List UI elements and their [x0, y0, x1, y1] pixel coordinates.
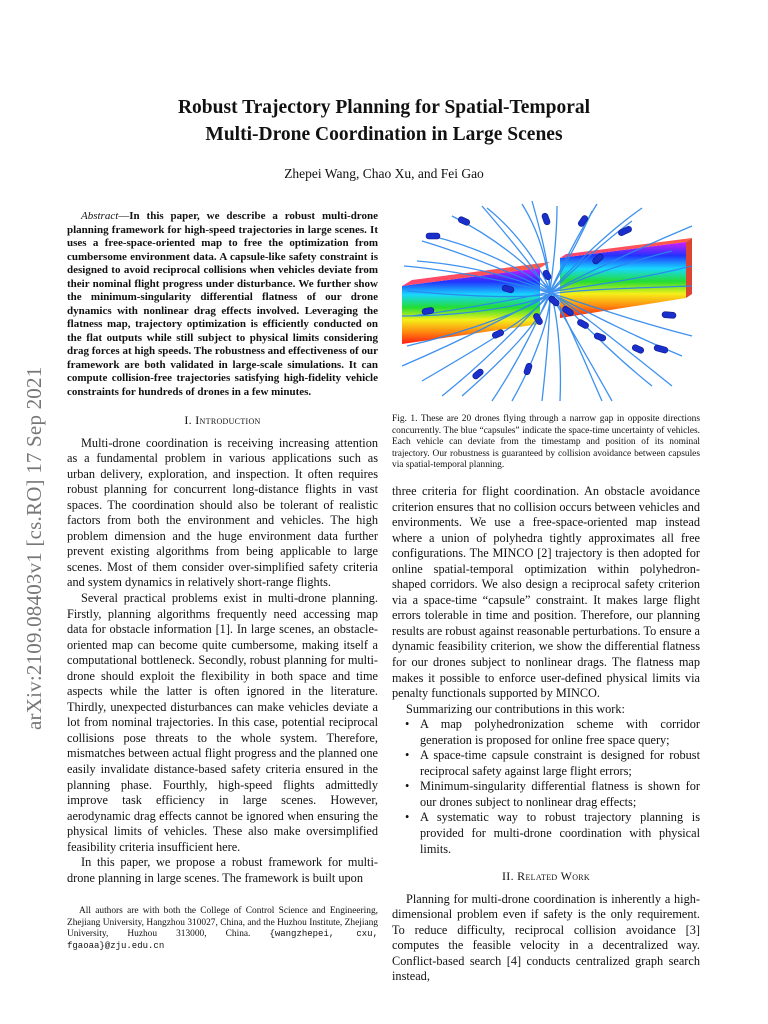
contribution-item: • A map polyhedronization scheme with corridor generation is proposed for online free space query; — [420, 717, 700, 748]
footnote-emails: {wangzhepei, cxu, fgaoaa}@zju.edu.cn — [67, 929, 378, 951]
abstract: Abstract—In this paper, we describe a robust multi-drone planning framework for high-speed trajectories in large scenes. It uses a free-space-oriented map to free the optimization from cumbersome environment data. A capsule-like safety constraint is designed to avoid reciprocal collisions when vehicles deviate from their nominal flight progress under disturbance. We further show the minimum-singularity differential flatness of our drone dynamics with nonlinear drag effects involved. Leveraging the flatness map, trajectory optimization is efficiently conducted on the flat outputs while still subject to physical limits considering drag forces at high speeds. The robustness and effectiveness of our framework are both validated in large-scale simulations. It can compute collision-free trajectories satisfying high-fidelity vehicle constraints for hundreds of drones in a few minutes. — [67, 210, 378, 398]
figure-caption: Fig. 1. These are 20 drones flying through a narrow gap in opposite directions concurrently. The blue “capsules” indicate the space-time uncertainty of vehicles. Each vehicle can deviate from the timestamp and position of its nominal trajectory. Our robustness is guaranteed by collision avoidance between capsules via spatial-temporal planning. — [392, 414, 700, 471]
footnote-text: All authors are with both the College of Control Science and Engineering, Zhejiang University, Hangzhou 310027, China, and the Huzhou Institute, Zhejiang University, Huzhou 313000, China. — [67, 906, 378, 940]
contribution-item: • A space-time capsule constraint is designed for robust reciprocal safety against large flight errors; — [420, 748, 700, 779]
abstract-label: Abstract — [81, 210, 119, 222]
drone-trajectory-illustration — [392, 196, 700, 406]
title-line-1: Robust Trajectory Planning for Spatial-Temporal — [177, 97, 591, 118]
left-column — [67, 210, 378, 886]
contribution-list — [392, 717, 700, 857]
arxiv-stamp: arXiv:2109.08403v1 [cs.RO] 17 Sep 2021 — [22, 366, 46, 730]
right-paragraph-2: Summarizing our contributions in this work: — [406, 701, 625, 716]
related-work-paragraph: Planning for multi-drone coordination is inherently a high-dimensional problem even if safety is the only requirement. To reduce difficulty, reciprocal collision avoidance [3] computes the feasible velocity in a decentralized way. Conflict-based search [4] conducts centralized graph search instead, — [392, 891, 700, 984]
intro-paragraph-2: Several practical problems exist in multi-drone planning. Firstly, planning algorithms frequently need accessing map data for obstacle information [1]. In large scenes, an obstacle-oriented map can become quite cumbersome, making itself a computational bottleneck. Secondly, robust planning for multi-drone should exploit the flexibility in both space and time aspects while the latter is often ignored in the literature. Thirdly, unexpected disturbances can make vehicles deviate a lot from nominal trajectories. In this case, potential reciprocal collisions pose threats to the whole system. Therefore, mismatches between actual flight progress and the planned one easily invalidate distance-based safety criteria ensured in the planning phase. Fourthly, high-speed flights admittedly improve task efficiency in large scenes. However, aerodynamic drag effects cannot be ignored when ensuring the physical limits of vehicles. These also make oversimplified feasibility criteria insufficient here. — [67, 591, 378, 854]
contribution-item: • Minimum-singularity differential flatness is shown for our drones subject to nonlinear drag effects; — [420, 779, 700, 810]
right-column — [392, 484, 700, 985]
figure-1-drones-gap — [392, 196, 700, 406]
section-heading-introduction: I. Introduction — [184, 413, 261, 427]
intro-paragraph-3: In this paper, we propose a robust framework for multi-drone planning in large scenes. The framework is built upon — [67, 855, 378, 885]
author-footnote — [67, 906, 378, 952]
abstract-text: In this paper, we describe a robust multi-drone planning framework for high-speed trajectories in large scenes. It uses a free-space-oriented map to free the optimization from cumbersome environment data. A capsule-like safety constraint is designed to avoid reciprocal collisions when vehicles deviate from their nominal flight progress under disturbance. We further show the minimum-singularity differential flatness of our drone dynamics with nonlinear drag effects involved. Leveraging the flatness map, trajectory optimization is efficiently conducted on the flat outputs while still subject to physical limits considering drag forces at high speeds. The robustness and effectiveness of our framework are both validated in large-scale simulations. It can compute collision-free trajectories satisfying high-fidelity vehicle constraints for hundreds of drones in a few minutes. — [67, 210, 378, 398]
right-paragraph-1: three criteria for flight coordination. An obstacle avoidance criterion ensures that no collision occurs between vehicles and environments. We use a free-space-oriented map instead where a union of polyhedra tightly approximates all free configurations. The MINCO [2] trajectory is then adopted for online spatial-temporal optimization within polyhedron-shaped corridors. We also design a reciprocal safety criterion via a space-time “capsule” constraint. It makes large flight errors tolerable in time and position. Therefore, our planning results are robust against reasonable perturbations. To ensure a dynamic feasibility criterion, we show the differential flatness for our drones subject to nonlinear drags. The flatness map makes it possible to enforce user-defined physical limits via penalty functionals supported by MINCO. — [392, 484, 700, 701]
section-heading-related-work: II. Related Work — [501, 869, 590, 884]
paper-title — [100, 94, 668, 148]
author-list: Zhepei Wang, Chao Xu, and Fei Gao — [284, 166, 484, 181]
contribution-item: • A systematic way to robust trajectory planning is provided for multi-drone coordination with physical limits. — [420, 810, 700, 857]
title-line-2: Multi-Drone Coordination in Large Scenes — [205, 124, 563, 145]
intro-paragraph-1: Multi-drone coordination is receiving increasing attention as a fundamental problem in various applications such as urban delivery, exploration, and inspection. It often requires robust planning for concurrent long-distance flights in vast spaces. The coordination should also be tolerant of realistic factors from both the environment and vehicles. The high problem dimension and the huge environment data further prevent existing algorithms from being applicable to large scenes. Most of them consider over-simplified safety criteria and system dynamics in relatively short-range flights. — [67, 435, 378, 590]
